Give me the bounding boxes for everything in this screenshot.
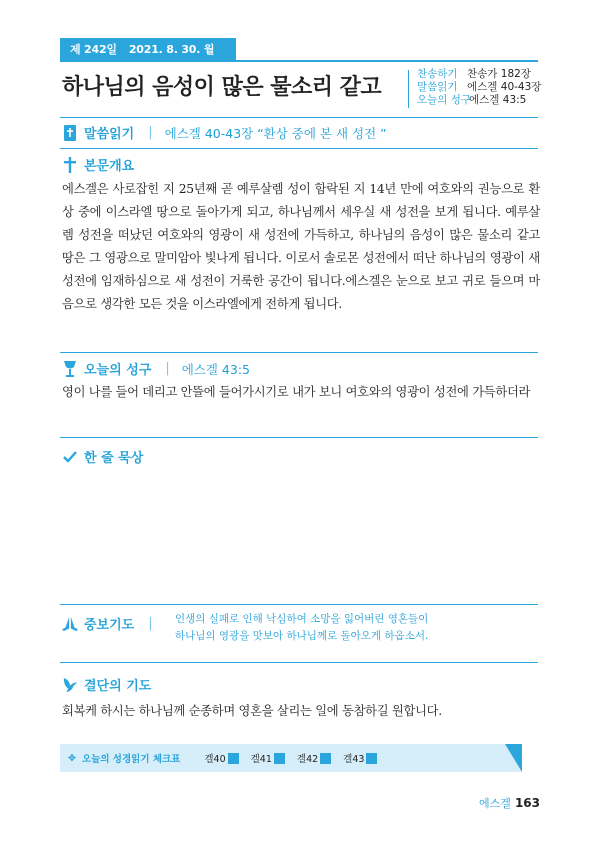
checkbox[interactable]	[366, 753, 377, 764]
meditation-title: 한 줄 묵상	[84, 451, 144, 466]
reading-scripture	[417, 81, 541, 94]
cross-icon	[62, 157, 78, 173]
checkbox[interactable]	[228, 753, 239, 764]
resolution-title: 결단의 기도	[84, 679, 152, 694]
reading-label: 찬송하기	[417, 68, 458, 80]
page-footer	[479, 795, 540, 811]
section-rule	[60, 604, 538, 605]
chalice-icon	[62, 361, 78, 377]
meditation-heading	[62, 447, 143, 466]
scripture-reading-reference: 에스겔 40-43장 “환상 중에 본 새 성전 ”	[164, 125, 387, 141]
readings-list	[417, 68, 541, 107]
verse-heading: 오늘의 성구 | 에스겔 43:5	[62, 359, 250, 378]
resolution-heading	[62, 675, 151, 694]
checkbox[interactable]	[274, 753, 285, 764]
section-rule	[60, 148, 538, 149]
bible-icon	[62, 125, 78, 141]
reading-label: 말씀읽기	[417, 81, 458, 93]
page-fold-corner	[505, 744, 522, 772]
checklist-item[interactable]: 겔43	[343, 751, 377, 765]
verse-text: 영이 나를 들어 데리고 안뜰에 들어가시기로 내가 보니 여호와의 영광이 성전에 가득하더라	[62, 385, 531, 399]
reading-value: 에스겔 40-43장	[467, 81, 542, 93]
intercession-line: 하나님의 영광을 맛보아 하나님께로 돌아오게 하옵소서.	[175, 630, 429, 642]
checklist-item[interactable]: 겔42	[297, 751, 331, 765]
intercession-text	[175, 611, 428, 645]
date-tag	[60, 38, 236, 60]
reading-label: 오늘의 성구	[417, 94, 472, 106]
date: 2021. 8. 30. 월	[128, 43, 215, 56]
day-number: 제 242일	[70, 43, 117, 56]
scripture-reading-title: 말씀읽기	[84, 127, 135, 142]
intercession-line: 인생의 실패로 인해 낙심하여 소망을 잃어버린 영혼들이	[175, 613, 429, 625]
checklist-item[interactable]: 겔41	[251, 751, 285, 765]
reading-value: 찬송가 182장	[467, 68, 531, 80]
diamond-icon: ✥	[68, 752, 76, 764]
page-title: 하나님의 음성이 많은 물소리 같고	[62, 75, 382, 100]
section-rule	[60, 117, 538, 118]
scripture-reading-heading: 말씀읽기 | 에스겔 40-43장 “환상 중에 본 새 성전 ”	[62, 123, 387, 142]
verse-reference: 에스겔 43:5	[181, 361, 250, 377]
checklist-title: ✥ 오늘의 성경읽기 체크표	[68, 752, 181, 765]
summary-text: 에스겔은 사로잡힌 지 25년째 곧 예루살렘 성이 함락된 지 14년 만에 여호와의 권능으로 환상 중에 이스라엘 땅으로 돌아가게 되고, 하나님께서 세우실 새 성전을 보게 됩니다. 예루살렘 성전을 떠났던 여호와의 영광이 새 성전에 가득하고, 하나님의 음성이 많은 물소리 같고 땅은 그 영광으로 말미암아 빛나게 됩니다. 이로서 솔로몬 성전에서 떠난 하나님의 영광이 새 성전에 임재하심으로 새 성전이 거룩한 공간이 됩니다.에스겔은 눈으로 보고 귀로 들으며 마음으로 생각한 모든 것을 이스라엘에게 전하게 됩니다.	[62, 182, 540, 311]
reading-value: 에스겔 43:5	[469, 94, 527, 106]
summary-title: 본문개요	[84, 159, 135, 174]
section-rule	[60, 352, 538, 353]
title-divider	[408, 70, 409, 108]
intercession-title: 중보기도	[84, 618, 135, 633]
section-rule	[60, 437, 538, 438]
section-rule	[60, 662, 538, 663]
praying-hands-icon	[62, 616, 78, 632]
intercession-heading: 중보기도 |	[62, 614, 165, 633]
reading-checklist	[60, 744, 522, 772]
verse-title: 오늘의 성구	[84, 363, 152, 378]
reading-verse	[417, 94, 541, 107]
checkbox[interactable]	[320, 753, 331, 764]
summary-heading	[62, 155, 134, 174]
book-name: 에스겔	[479, 797, 511, 810]
top-rule	[60, 60, 538, 62]
dove-icon	[62, 677, 78, 693]
checkmark-icon	[62, 449, 78, 465]
reading-hymn	[417, 68, 541, 81]
resolution-text: 회복케 하시는 하나님께 순종하며 영혼을 살리는 일에 동참하길 원합니다.	[62, 704, 442, 718]
page-number: 163	[514, 796, 540, 810]
checklist-item[interactable]: 겔40	[204, 751, 238, 765]
